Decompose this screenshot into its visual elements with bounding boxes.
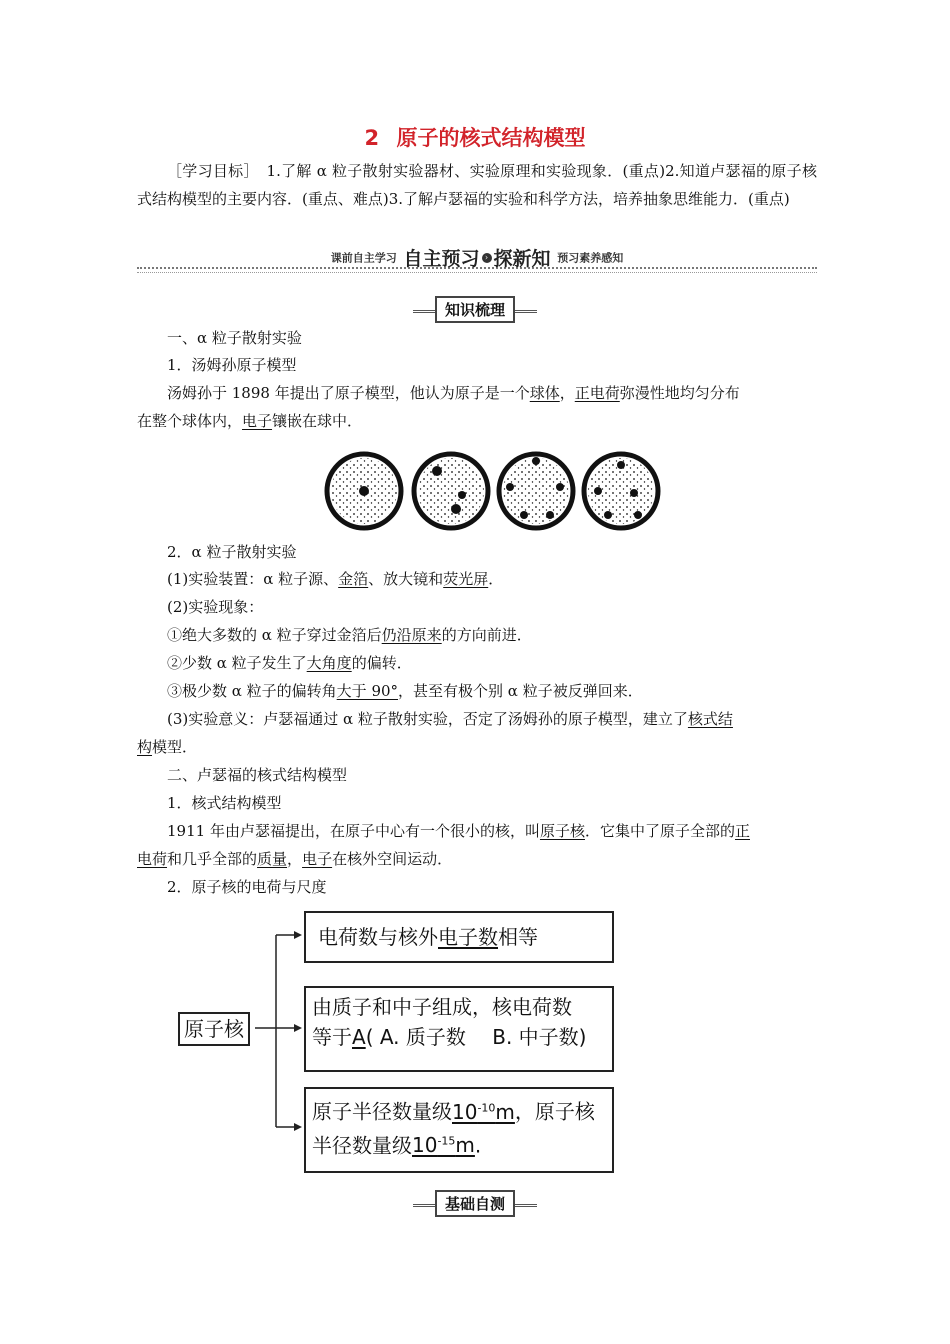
- text-span: -15: [437, 1134, 456, 1148]
- answer-blank: 金箔: [338, 570, 369, 588]
- answer-blank: 球体: [529, 384, 560, 402]
- banner-divider-lower: [137, 272, 817, 273]
- arrow-icon: ›: [482, 253, 492, 263]
- scale-box: [304, 1087, 614, 1173]
- atom-model-4: [584, 454, 658, 528]
- text-span: .: [474, 1133, 482, 1158]
- learning-goals: ［学习目标］ 1.了解 α 粒子散射实验器材、实验原理和实验现象．(重点)2.知道卢瑟福的原子核式结构模型的主要内容．(重点、难点)3.了解卢瑟福的实验和科学方法，培养抽象思维能力．(重点): [137, 162, 817, 208]
- text-span: 10: [412, 1133, 438, 1158]
- banner-heading-2: 探新知: [493, 248, 551, 270]
- section-tag-knowledge: [0, 296, 950, 323]
- text-span: ．它集中了原子全部的: [584, 822, 735, 840]
- text-span: 半径数量级: [312, 1133, 412, 1158]
- subheading-alpha: 2．α 粒子散射实验: [167, 543, 297, 561]
- paragraph-rutherford-cont: [137, 846, 817, 873]
- answer-blank: 构: [137, 738, 153, 756]
- answer-blank: 电子: [242, 412, 273, 430]
- answer-blank: 电子: [302, 850, 333, 868]
- text-span: 镶嵌在球中．: [272, 412, 363, 430]
- phenomenon-3: [137, 678, 817, 705]
- composition-box: [304, 986, 614, 1072]
- text-span: (3)实验意义：卢瑟福通过 α 粒子散射实验，否定了汤姆孙的原子模型，建立了: [167, 710, 688, 728]
- text-span: 1911 年由卢瑟福提出，在原子中心有一个很小的核，叫: [167, 822, 540, 840]
- root-box: 原子核: [178, 1012, 250, 1046]
- text-span: 由质子和中子组成，核电荷数: [312, 995, 572, 1019]
- section-banner: [137, 244, 817, 274]
- text-span: 和几乎全部的: [167, 850, 258, 868]
- answer-blank: 电子数: [438, 925, 498, 949]
- nucleus-diagram: [170, 905, 630, 1180]
- text-span: ，: [559, 384, 575, 402]
- text-span: 汤姆孙于 1898 年提出了原子模型，他认为原子是一个: [167, 384, 530, 402]
- text-span: m: [495, 1099, 515, 1124]
- subheading-charge-scale: 2．原子核的电荷与尺度: [167, 878, 327, 896]
- answer-blank: 大于 90°: [336, 682, 399, 700]
- text-span: 的方向前进．: [441, 626, 532, 644]
- atom-model-3: [499, 454, 573, 528]
- text-span: 在整个球体内，: [137, 412, 243, 430]
- answer-blank: 正电荷: [574, 384, 620, 402]
- paragraph-rutherford: [137, 818, 817, 845]
- text-span: 10: [452, 1099, 478, 1124]
- paragraph-thomson-cont: [137, 408, 817, 435]
- section-tag-label: 基础自测: [435, 1190, 515, 1217]
- atom-model-1: [327, 454, 401, 528]
- text-span: 在核外空间运动．: [332, 850, 453, 868]
- charge-box: [304, 911, 614, 963]
- text-span: ，原子核: [514, 1099, 595, 1124]
- text-span: ②少数 α 粒子发生了: [167, 654, 307, 672]
- subheading-nuclear-model: 1．核式结构模型: [167, 794, 282, 812]
- answer-blank: 质量: [257, 850, 288, 868]
- title-text: 原子的核式结构模型: [396, 126, 586, 150]
- phenomenon-2: [137, 650, 817, 677]
- text-span: 原子半径数量级: [312, 1099, 452, 1124]
- answer-blank: 核式结: [687, 710, 733, 728]
- text-span: 的偏转．: [351, 654, 412, 672]
- text-span: m: [455, 1133, 475, 1158]
- experiment-significance: [137, 706, 817, 733]
- text-span: 模型．: [152, 738, 198, 756]
- paragraph-thomson: [137, 380, 817, 407]
- answer-blank: 仍沿原来: [381, 626, 442, 644]
- answer-blank: 原子核: [539, 822, 585, 840]
- answer-blank: [452, 1100, 515, 1124]
- banner-left-label: 课前自主学习: [330, 251, 397, 265]
- answer-blank: 荧光屏: [443, 570, 489, 588]
- text-span: ．: [488, 570, 504, 588]
- plum-pudding-illustration: [324, 449, 664, 535]
- section-tag-selftest: [0, 1190, 950, 1217]
- text-span: 弥漫性地均匀分布: [619, 384, 740, 402]
- answer-blank: 电荷: [137, 850, 168, 868]
- answer-blank: 大角度: [306, 654, 352, 672]
- heading-2: 二、卢瑟福的核式结构模型: [167, 766, 348, 784]
- text-span: 等于: [312, 1025, 352, 1049]
- experiment-phenomena: (2)实验现象：: [167, 598, 264, 616]
- title-number: 2: [364, 126, 380, 150]
- page-title: [0, 122, 950, 152]
- text-span: (1)实验装置：α 粒子源、: [167, 570, 339, 588]
- atom-model-2: [414, 454, 488, 528]
- text-span: ( A. 质子数 B. 中子数): [365, 1025, 587, 1049]
- text-span: ①绝大多数的 α 粒子穿过金箔后: [167, 626, 382, 644]
- banner-right-label: 预习素养感知: [557, 251, 624, 265]
- answer-blank: A: [352, 1025, 366, 1049]
- answer-blank: 正: [734, 822, 750, 840]
- text-span: ，甚至有极个别 α 粒子被反弹回来．: [398, 682, 643, 700]
- section-tag-label: 知识梳理: [435, 296, 515, 323]
- banner-heading-1: 自主预习: [403, 248, 480, 270]
- phenomenon-1: [137, 622, 817, 649]
- experiment-setup: [137, 566, 817, 593]
- text-span: 电荷数与核外: [318, 925, 438, 949]
- subheading-thomson: 1．汤姆孙原子模型: [167, 356, 297, 374]
- text-span: 、放大镜和: [368, 570, 444, 588]
- text-span: 相等: [498, 925, 538, 949]
- text-span: -10: [477, 1101, 496, 1114]
- text-span: ，: [287, 850, 303, 868]
- answer-blank: [412, 1133, 475, 1157]
- experiment-significance-cont: [137, 734, 817, 761]
- text-span: ③极少数 α 粒子的偏转角: [167, 682, 337, 700]
- heading-1: 一、α 粒子散射实验: [167, 329, 302, 347]
